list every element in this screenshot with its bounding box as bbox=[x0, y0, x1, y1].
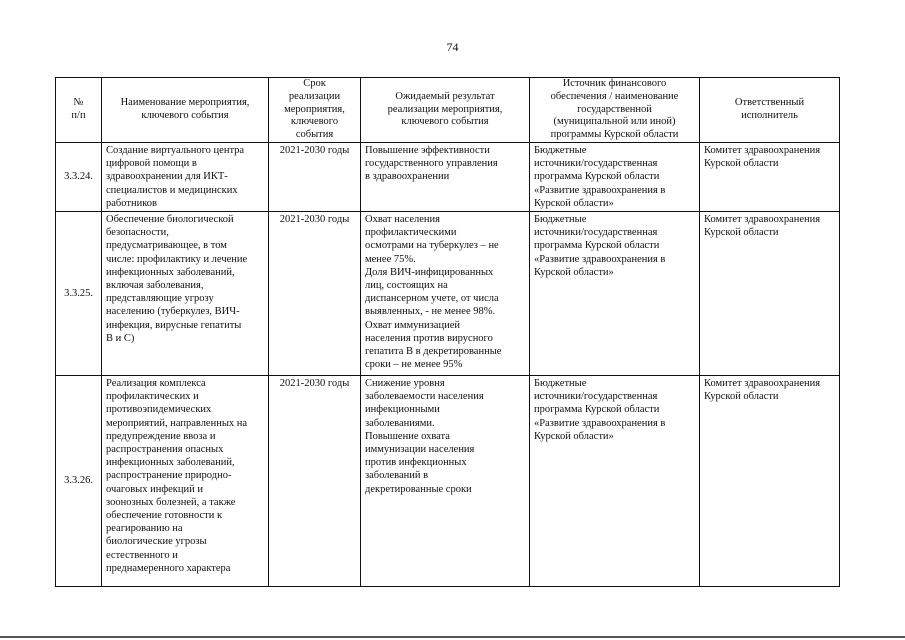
activity-name: Обеспечение биологической безопасности, предусматривающее, в том числе: профилактику и лечение инфекционных заболеваний, включая заболевания, представляющие угрозу населению (туберкулез, ВИЧ- инфекция, вирусные гепатиты В и С) bbox=[102, 212, 269, 376]
header-executor: Ответственный исполнитель bbox=[700, 78, 840, 143]
executor: Комитет здравоохранения Курской области bbox=[700, 212, 840, 376]
page-number: 74 bbox=[446, 40, 459, 54]
expected-result: Повышение эффективности государственного управления в здравоохранении bbox=[361, 143, 530, 212]
activity-period: 2021-2030 годы bbox=[269, 376, 361, 587]
page-bottom-edge bbox=[0, 636, 905, 638]
row-number: 3.3.24. bbox=[56, 143, 102, 212]
table-header-row bbox=[56, 78, 840, 143]
executor: Комитет здравоохранения Курской области bbox=[700, 143, 840, 212]
table-row bbox=[56, 143, 840, 212]
header-period: Срок реализации мероприятия, ключевого события bbox=[269, 78, 361, 143]
header-activity-name: Наименование мероприятия, ключевого события bbox=[102, 78, 269, 143]
table-row bbox=[56, 376, 840, 587]
executor: Комитет здравоохранения Курской области bbox=[700, 376, 840, 587]
activities-table bbox=[55, 77, 840, 587]
header-number: № п/п bbox=[56, 78, 102, 143]
expected-result: Снижение уровня заболеваемости населения инфекционными заболеваниями. Повышение охвата иммунизации населения против инфекционных заболеваний в декретированные сроки bbox=[361, 376, 530, 587]
activity-period: 2021-2030 годы bbox=[269, 212, 361, 376]
activity-name: Реализация комплекса профилактических и противоэпидемических мероприятий, направленных на предупреждение ввоза и распространения опасных инфекционных заболеваний, распространение природно- очаговых инфекций и зоонозных болезней, а также обеспечение готовности к реагированию на биологические угрозы естественного и преднамеренного характера bbox=[102, 376, 269, 587]
funding-source: Бюджетные источники/государственная программа Курской области «Развитие здравоохранения в Курской области» bbox=[530, 376, 700, 587]
table-row bbox=[56, 212, 840, 376]
row-number: 3.3.26. bbox=[56, 376, 102, 587]
activity-period: 2021-2030 годы bbox=[269, 143, 361, 212]
funding-source: Бюджетные источники/государственная программа Курской области «Развитие здравоохранения в Курской области» bbox=[530, 212, 700, 376]
header-expected-result: Ожидаемый результат реализации мероприятия, ключевого события bbox=[361, 78, 530, 143]
header-funding-source: Источник финансового обеспечения / наименование государственной (муниципальной или иной) программы Курской области bbox=[530, 78, 700, 143]
row-number: 3.3.25. bbox=[56, 212, 102, 376]
expected-result: Охват населения профилактическими осмотрами на туберкулез – не менее 75%. Доля ВИЧ-инфицированных лиц, состоящих на диспансерном учете, от числа выявленных, - не менее 98%. Охват иммунизацией населения против вирусного гепатита В в декретированные сроки – не менее 95% bbox=[361, 212, 530, 376]
funding-source: Бюджетные источники/государственная программа Курской области «Развитие здравоохранения в Курской области» bbox=[530, 143, 700, 212]
activity-name: Создание виртуального центра цифровой помощи в здравоохранении для ИКТ- специалистов и медицинских работников bbox=[102, 143, 269, 212]
